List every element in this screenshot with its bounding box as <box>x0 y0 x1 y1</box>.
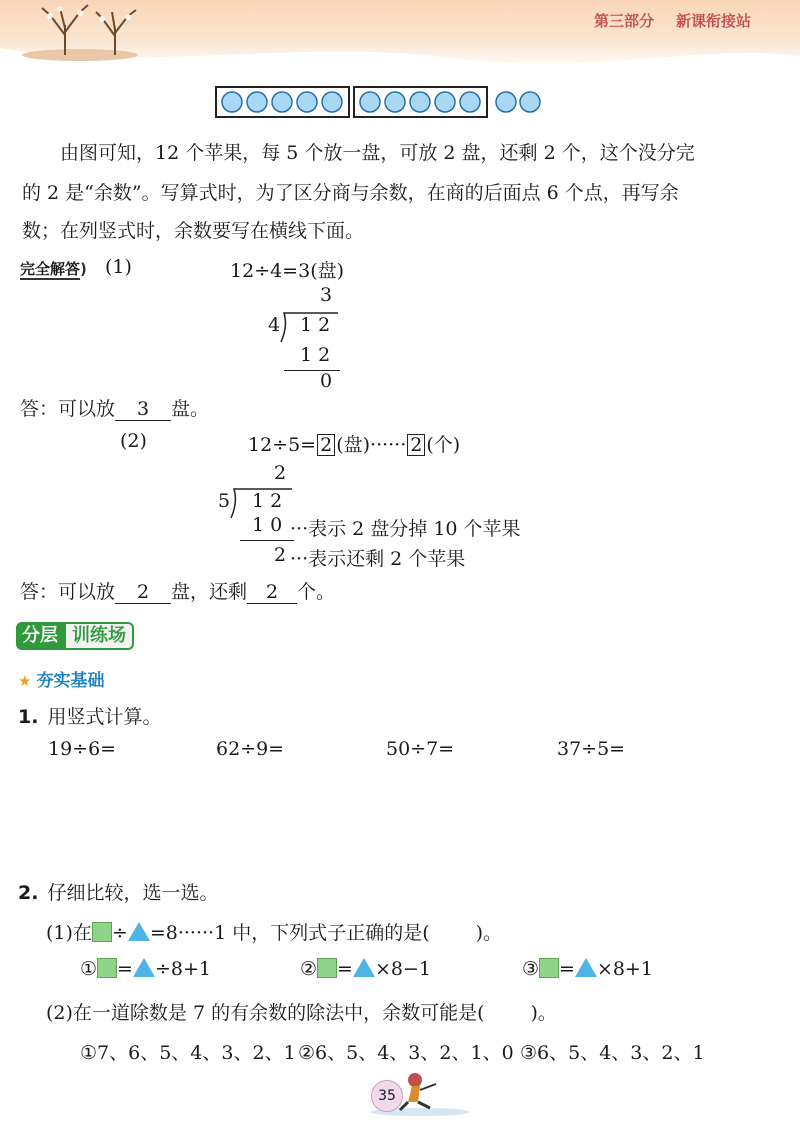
ld1-quotient: 3 <box>320 284 333 306</box>
apple-grouping-figure <box>214 85 544 119</box>
solution-tag: 完全解答) <box>20 260 87 278</box>
q1-item-1: 19÷6= <box>48 738 117 760</box>
ld2-remainder: 2 <box>274 544 287 566</box>
part2-label: (2) <box>120 430 147 452</box>
solution-tag-label: 完全解答 <box>20 260 81 278</box>
green-square-icon <box>97 958 117 978</box>
q2-sub2-option-2[interactable]: ②6、5、4、3、2、1、0 <box>298 1042 514 1064</box>
part1-equation: 12÷4=3(盘) <box>230 260 345 282</box>
q2-sub1-eq: =8······1 中，下列式子正确的是( <box>149 922 430 944</box>
q2-sub2-option-1[interactable]: ①7、6、5、4、3、2、1 <box>80 1042 296 1064</box>
practice-subtitle <box>18 666 105 691</box>
q2-text: 仔细比较，选一选。 <box>47 882 219 904</box>
ld2-note-1: ···表示 2 盘分掉 10 个苹果 <box>290 518 521 540</box>
q2-sub1-option-1[interactable] <box>80 958 211 980</box>
q1-text: 用竖式计算。 <box>47 706 162 728</box>
q2-sub2-text: (2)在一道除数是 7 的有余数的除法中，余数可能是( <box>46 1002 485 1024</box>
q2-sub1-option-3[interactable] <box>522 958 653 980</box>
part2-answer-suffix: 个。 <box>297 581 336 603</box>
star-icon: ★ <box>18 672 32 690</box>
page-number: 35 <box>371 1080 403 1112</box>
practice-title-b: 训练场 <box>64 622 134 650</box>
blue-triangle-icon <box>133 958 155 977</box>
header-part: 第三部分 <box>594 12 655 30</box>
part2-remainder-box: 2 <box>407 434 425 456</box>
part1-label: (1) <box>105 256 132 278</box>
q1-item-4: 37÷5= <box>557 738 626 760</box>
question-2 <box>18 878 219 905</box>
ld1-divisor: 4 <box>268 314 281 336</box>
question-1 <box>18 702 162 729</box>
part1-answer <box>20 394 209 421</box>
part1-answer-suffix: 盘。 <box>171 398 210 420</box>
blue-triangle-icon <box>128 922 150 941</box>
part2-answer-prefix: 答：可以放 <box>20 581 116 603</box>
ld2-note-2: ···表示还剩 2 个苹果 <box>290 548 466 570</box>
part1-answer-value: 3 <box>115 398 171 421</box>
part2-answer-value-2: 2 <box>247 581 297 604</box>
opt2-num: ② <box>300 958 318 980</box>
blue-triangle-icon <box>575 958 597 977</box>
practice-title-a: 分层 <box>16 622 64 650</box>
q2-sub2 <box>46 998 557 1025</box>
ld2-dividend: 1 2 <box>252 490 283 512</box>
part2-quotient-box: 2 <box>317 434 335 456</box>
blue-triangle-icon <box>353 958 375 977</box>
part2-eq-prefix: 12÷5= <box>248 434 317 456</box>
q2-sub1 <box>46 918 502 945</box>
q1-item-2: 62÷9= <box>216 738 285 760</box>
long-division-1 <box>260 284 360 392</box>
part2-answer-value-1: 2 <box>115 581 171 604</box>
practice-subtitle-label: 夯实基础 <box>36 671 105 691</box>
q2-sub2-option-3[interactable]: ③6、5、4、3、2、1 <box>520 1042 705 1064</box>
opt3-num: ③ <box>522 958 540 980</box>
opt1-num: ① <box>80 958 98 980</box>
ld2-quotient: 2 <box>274 462 287 484</box>
ld2-divisor: 5 <box>218 490 231 512</box>
winter-trees-icon <box>20 0 150 62</box>
part2-answer-mid: 盘，还剩 <box>171 581 248 603</box>
q2-sub1-div: ÷ <box>111 922 128 944</box>
part2-answer <box>20 577 335 604</box>
green-square-icon <box>92 922 112 942</box>
q2-sub1-end: )。 <box>475 922 503 944</box>
header-section: 新课衔接站 <box>676 12 752 30</box>
ld1-product: 1 2 <box>300 344 331 366</box>
part2-eq-mid: (盘)······ <box>336 434 407 456</box>
ld2-product: 1 0 <box>252 514 283 536</box>
q2-sub1-prefix: (1)在 <box>46 922 92 944</box>
part2-equation <box>248 430 460 457</box>
practice-section-banner <box>16 622 134 650</box>
opt3-eq: = <box>559 958 575 980</box>
intro-line-2: 的 2 是“余数”。写算式时，为了区分商与余数，在商的后面点 6 个点，再写余 <box>22 182 679 204</box>
long-division-2 <box>214 460 554 570</box>
green-square-icon <box>539 958 559 978</box>
opt1-rest: ÷8+1 <box>154 958 211 980</box>
q2-number: 2. <box>18 882 39 904</box>
green-square-icon <box>317 958 337 978</box>
ld2-line <box>240 540 294 541</box>
intro-line-1: 由图可知，12 个苹果，每 5 个放一盘，可放 2 盘，还剩 2 个，这个没分完 <box>60 142 695 164</box>
opt2-rest: ×8−1 <box>374 958 431 980</box>
ld1-dividend: 1 2 <box>300 314 331 336</box>
intro-line-3: 数；在列竖式时，余数要写在横线下面。 <box>22 220 365 242</box>
opt3-rest: ×8+1 <box>596 958 653 980</box>
q1-number: 1. <box>18 706 39 728</box>
opt1-eq: = <box>117 958 133 980</box>
opt2-eq: = <box>337 958 353 980</box>
q1-item-3: 50÷7= <box>386 738 455 760</box>
q2-sub1-option-2[interactable] <box>300 958 431 980</box>
part1-answer-prefix: 答：可以放 <box>20 398 116 420</box>
ld1-remainder: 0 <box>320 370 333 392</box>
q2-sub2-end: )。 <box>530 1002 557 1024</box>
part2-eq-suffix: (个) <box>426 434 461 456</box>
